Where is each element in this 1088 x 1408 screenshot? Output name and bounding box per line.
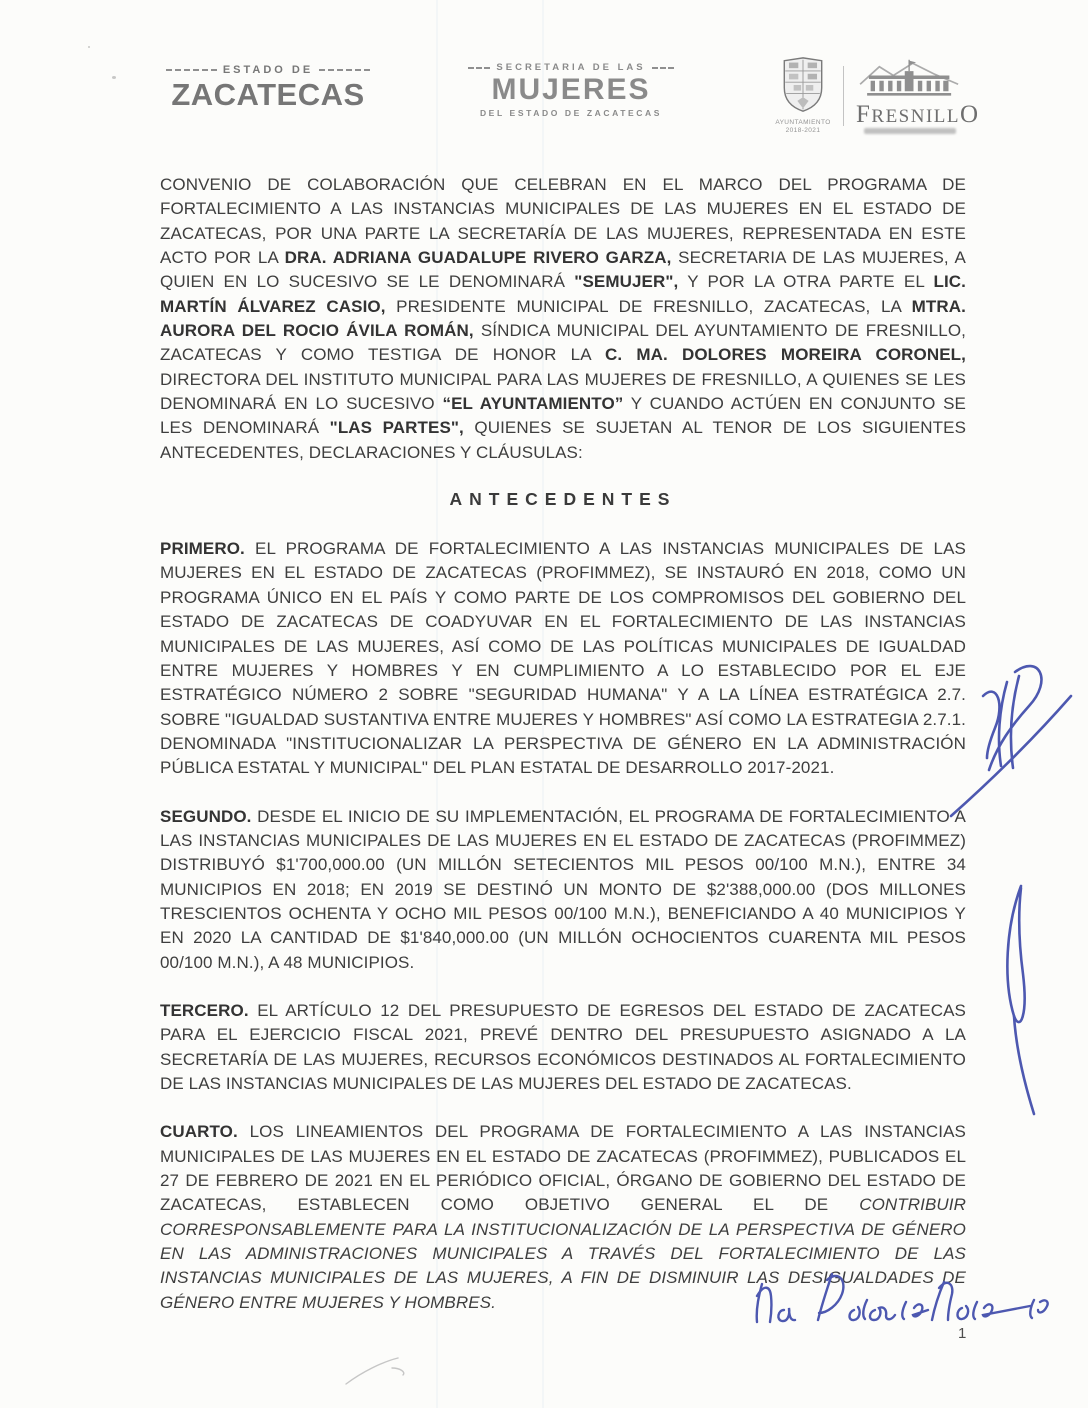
paragraph xyxy=(160,537,966,780)
body-text: DESDE EL INICIO DE SU IMPLEMENTACIÓN, EL PROGRAMA DE FORTALECIMIENTO A LAS INSTANCIAS MUNICIPALES DE LAS MUJERES EN EL ESTADO DE ZACATECAS (PROFIMMEZ) DISTRIBUYÓ $1'700,000.00 (UN MILLÓN SETECIENTOS MIL PESOS 00/100 M.N.), ENTRE 34 MUNICIPIOS EN 2018; EN 2019 SE DESTINÓ UN MONTO DE $2'388,000.00 (DOS MILLONES TRESCIENTOS OCHENTA Y OCHO MIL PESOS 00/100 M.N.), BENEFICIANDO A 40 MUNICIPIOS Y EN 2020 LA CANTIDAD DE $1'840,000.00 (UN MILLÓN OCHOCIENTOS CUARENTA MIL PESOS 00/100 M.N.), A 48 MUNICIPIOS. xyxy=(160,806,966,972)
paragraph xyxy=(160,805,966,975)
dash-ornament xyxy=(468,67,490,69)
dash-ornament xyxy=(166,69,217,71)
shield-caption-line1: AYUNTAMIENTO xyxy=(775,119,831,126)
bold-text: PRIMERO. xyxy=(160,539,245,559)
document-body xyxy=(160,173,966,1339)
body-text: CONVENIO DE COLABORACIÓN QUE CELEBRAN EN EL MARCO DEL PROGRAMA DE FORTALECIMIENTO A LAS INSTANCIAS MUNICIPALES DE LAS MUJERES EN EL ESTADO DE ZACATECAS, POR UNA PARTE LA SECRETARÍA DE LAS MUJERES, REPRESENTADA EN ESTE ACTO POR LA xyxy=(160,175,966,268)
body-text: EL PROGRAMA DE FORTALECIMIENTO A LAS INSTANCIAS MUNICIPALES DE LAS MUJERES EN EL ESTADO DE ZACATECAS (PROFIMMEZ), SE INSTAURÓ EN 2018, COMO UN PROGRAMA ÚNICO EN EL PAÍS Y COMO PARTE DE LOS COMPROMISOS DEL GOBIERNO DEL ESTADO DE ZACATECAS DE COADYUVAR EN EL FORTALECIMIENTO DE LAS INSTANCIAS MUNICIPALES DE LAS MUJERES, ASÍ COMO DE LAS POLÍTICAS MUNICIPALES DE IGUALDAD ENTRE MUJERES Y HOMBRES Y EN CUMPLIMIENTO A LO ESTABLECIDO POR EL EJE ESTRATÉGICO NÚMERO 2 SOBRE "SEGURIDAD HUMANA" Y A LA LÍNEA ESTRATÉGICA 2.7. SOBRE "IGUALDAD SUSTANTIVA ENTRE MUJERES Y HOMBRES" ASÍ COMO LA ESTRATEGIA 2.7.1. DENOMINADA "INSTITUCIONALIZAR LA PERSPECTIVA DE GÉNERO EN LA ADMINISTRACIÓN PÚBLICA ESTATAL Y MUNICIPAL" DEL PLAN ESTATAL DE DESARROLLO 2017-2021. xyxy=(160,539,966,778)
paragraph xyxy=(160,1120,966,1315)
logo-divider xyxy=(843,66,844,126)
bold-text: TERCERO. xyxy=(160,1000,249,1020)
bold-text: “EL AYUNTAMIENTO” xyxy=(442,394,624,414)
paragraph xyxy=(160,173,966,465)
body-text: LOS LINEAMIENTOS DEL PROGRAMA DE FORTALECIMIENTO A LAS INSTANCIAS MUNICIPALES DE LAS MUJERES EN EL ESTADO DE ZACATECAS (PROFIMMEZ), PUBLICADOS EL 27 DE FEBRERO DE 2021 EN EL PERIÓDICO OFICIAL, ÓRGANO DE GOBIERNO DEL ESTADO DE ZACATECAS, ESTABLECEN COMO OBJETIVO GENERAL EL DE xyxy=(160,1122,966,1215)
wordmark-letter: RESNILL xyxy=(871,105,961,127)
fresnillo-logo xyxy=(773,56,980,135)
fresnillo-wordmark xyxy=(856,100,980,128)
italic-text: CONTRIBUIR CORRESPONSABLEMENTE PARA LA INSTITUCIONALIZACIÓN DE LA PERSPECTIVA DE GÉNERO EN LAS ADMINISTRACIONES MUNICIPALES A TRAVÉS DEL FORTALECIMIENTO DE LAS INSTANCIAS MUNICIPALES DE LAS MUJERES, A FIN DE DISMINUIR LAS DESIGUALDADES DE GÉNERO ENTRE MUJERES Y HOMBRES. xyxy=(160,1195,966,1312)
pencil-scribble xyxy=(340,1352,420,1392)
ink-rubric-loop xyxy=(988,878,1058,1116)
bold-text: SEGUNDO. xyxy=(160,806,252,826)
body-text: QUIENES SE SUJETAN AL TENOR DE LOS SIGUIENTES ANTECEDENTES, DECLARACIONES Y CLÁUSULAS: xyxy=(160,418,967,462)
zacatecas-logo xyxy=(166,64,370,113)
bold-text: C. MA. DOLORES MOREIRA CORONEL, xyxy=(604,345,966,365)
scan-speck xyxy=(88,46,90,48)
fresnillo-building-icon xyxy=(858,87,962,104)
bold-text: MTRA. AURORA DEL ROCIO ÁVILA ROMÁN, xyxy=(160,296,966,341)
bold-text: "SEMUJER", xyxy=(574,272,679,292)
wordmark-letter: F xyxy=(856,100,872,128)
semujer-wordmark: MUJERES xyxy=(491,73,651,106)
zacatecas-logo-topline: ESTADO DE xyxy=(222,64,314,76)
semujer-logo-bottomline: DEL ESTADO DE ZACATECAS xyxy=(479,108,663,118)
zacatecas-wordmark: ZACATECAS xyxy=(171,77,365,112)
dash-ornament xyxy=(652,67,674,69)
body-text: PRESIDENTE MUNICIPAL DE FRESNILLO, ZACATECAS, LA xyxy=(385,296,912,316)
body-text: EL ARTÍCULO 12 DEL PRESUPUESTO DE EGRESOS DEL ESTADO DE ZACATECAS PARA EL EJERCICIO FISCAL 2021, PREVÉ DENTRO DEL PRESUPUESTO ASIGNADO A LA SECRETARÍA DE LAS MUJERES, RECURSOS ECONÓMICOS DESTINADOS AL FORTALECIMIENTO DE LAS INSTANCIAS MUNICIPALES DE LAS MUJERES DEL ESTADO DE ZACATECAS. xyxy=(160,1000,966,1093)
body-text: SÍNDICA MUNICIPAL DEL AYUNTAMIENTO DE FRESNILLO, ZACATECAS Y COMO TESTIGA DE HONOR LA xyxy=(160,321,966,365)
body-text: Y POR LA OTRA PARTE EL xyxy=(678,272,934,292)
bold-text: DRA. ADRIANA GUADALUPE RIVERO GARZA, xyxy=(284,248,672,268)
bold-text: CUARTO. xyxy=(160,1122,238,1142)
body-text: Y CUANDO ACTÚEN EN CONJUNTO SE LES DENOMINARÁ xyxy=(160,394,966,438)
body-text: DIRECTORA DEL INSTITUTO MUNICIPAL PARA LAS MUJERES DE FRESNILLO, A QUIENES SE LES DENOMINARÁ EN LO SUCESIVO xyxy=(160,369,966,414)
semujer-logo-topline: SECRETARIA DE LAS xyxy=(496,62,646,73)
semujer-logo xyxy=(468,62,674,118)
fresnillo-tagline-blur xyxy=(864,128,956,134)
shield-caption-line2: 2018-2021 xyxy=(785,127,821,134)
page-number: 1 xyxy=(958,1325,967,1342)
coat-of-arms-icon xyxy=(781,101,825,118)
wordmark-letter: O xyxy=(960,100,980,128)
bold-text: LIC. MARTÍN ÁLVAREZ CASIO, xyxy=(160,272,966,316)
section-heading: ANTECEDENTES xyxy=(449,489,677,510)
dash-ornament xyxy=(319,69,370,71)
paragraph xyxy=(160,999,966,1096)
bold-text: "LAS PARTES", xyxy=(329,418,464,438)
body-text: SECRETARIA DE LAS MUJERES, A QUIEN EN LO SUCESIVO SE LE DENOMINARÁ xyxy=(160,248,966,292)
scan-speck xyxy=(112,76,116,79)
